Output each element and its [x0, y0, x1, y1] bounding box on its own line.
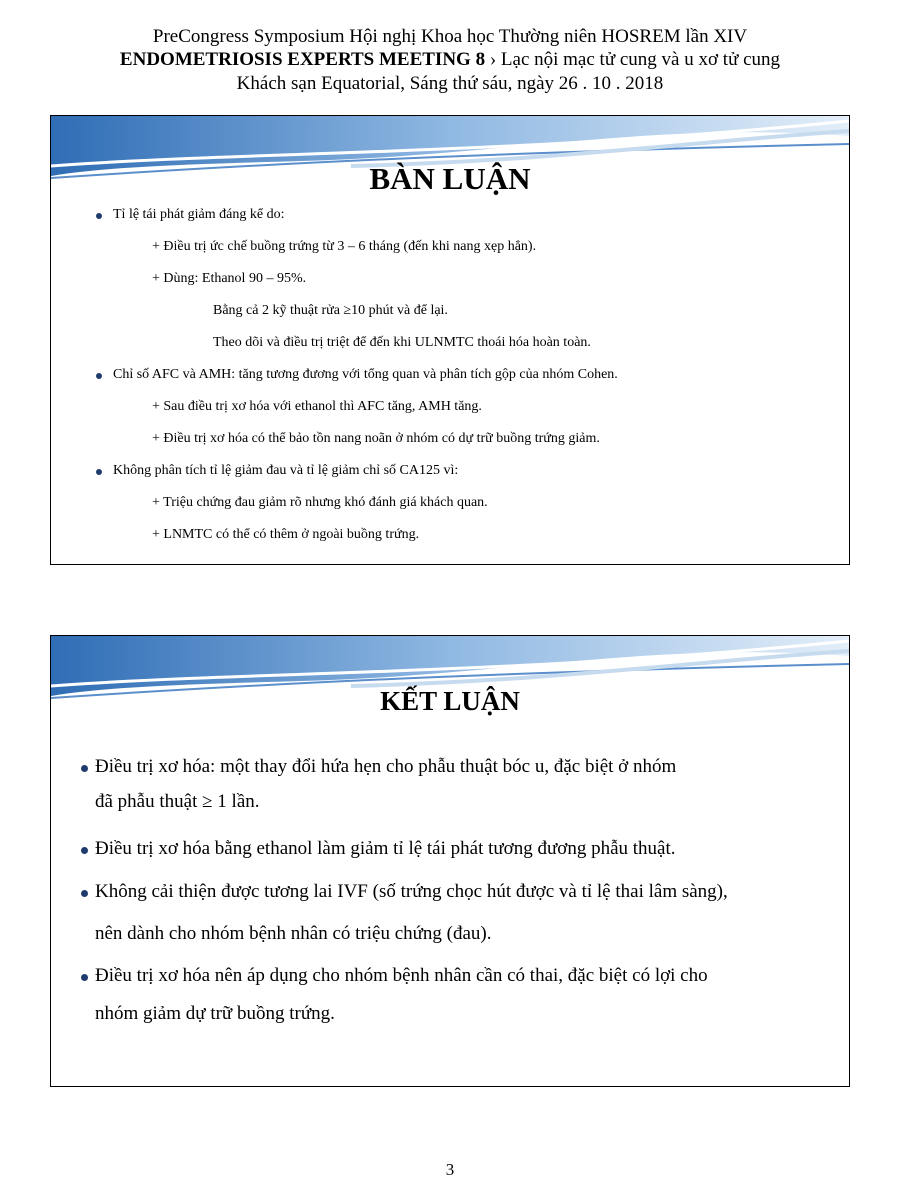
- list-item: nên dành cho nhóm bệnh nhân có triệu chứng (đau).: [95, 923, 492, 944]
- bullet-icon: [81, 974, 88, 981]
- bullet-icon: [81, 847, 88, 854]
- meeting-name: ENDOMETRIOSIS EXPERTS MEETING 8: [119, 49, 486, 70]
- slide-ban-luan: [50, 115, 850, 565]
- meeting-topic: › Lạc nội mạc tử cung và u xơ tử cung: [485, 49, 781, 70]
- header-line-1: PreCongress Symposium Hội nghị Khoa học Thường niên HOSREM lần XIV: [152, 26, 748, 47]
- list-item: Bằng cả 2 kỹ thuật rửa ≥10 phút và để lại.: [213, 303, 448, 318]
- list-item: + Điều trị ức chế buồng trứng từ 3 – 6 tháng (đến khi nang xẹp hẳn).: [152, 239, 537, 254]
- list-item: đã phẫu thuật ≥ 1 lần.: [95, 791, 260, 812]
- list-item: Không phân tích tỉ lệ giảm đau và tỉ lệ giảm chỉ số CA125 vì:: [113, 463, 459, 478]
- header-line-2: [0, 49, 900, 71]
- list-item: + Dùng: Ethanol 90 – 95%.: [152, 271, 307, 286]
- list-item: Điều trị xơ hóa bằng ethanol làm giảm tỉ lệ tái phát tương đương phẫu thuật.: [95, 838, 676, 859]
- bullet-icon: [96, 469, 102, 475]
- bullet-icon: [96, 373, 102, 379]
- list-item: Tỉ lệ tái phát giảm đáng kể do:: [113, 207, 285, 222]
- list-item: Điều trị xơ hóa: một thay đổi hứa hẹn cho phẫu thuật bóc u, đặc biệt ở nhóm: [95, 756, 677, 777]
- slide-ket-luan: [50, 635, 850, 1087]
- bullet-icon: [81, 765, 88, 772]
- list-item: nhóm giảm dự trữ buồng trứng.: [95, 1003, 335, 1024]
- list-item: + Triệu chứng đau giảm rõ nhưng khó đánh giá khách quan.: [152, 495, 488, 510]
- list-item: + LNMTC có thể có thêm ở ngoài buồng trứng.: [152, 527, 420, 542]
- list-item: Điều trị xơ hóa nên áp dụng cho nhóm bệnh nhân cần có thai, đặc biệt có lợi cho: [95, 965, 708, 986]
- list-item: + Điều trị xơ hóa có thể bảo tồn nang noãn ở nhóm có dự trữ buồng trứng giảm.: [152, 431, 600, 446]
- list-item: Chỉ số AFC và AMH: tăng tương đương với tổng quan và phân tích gộp của nhóm Cohen.: [113, 367, 618, 382]
- slide-title: BÀN LUẬN: [369, 161, 531, 196]
- bullet-icon: [81, 890, 88, 897]
- bullet-icon: [96, 213, 102, 219]
- list-item: Theo dõi và điều trị triệt để đến khi ULNMTC thoái hóa hoàn toàn.: [213, 335, 591, 350]
- list-item: + Sau điều trị xơ hóa với ethanol thì AFC tăng, AMH tăng.: [152, 399, 482, 414]
- header-line-3: Khách sạn Equatorial, Sáng thứ sáu, ngày 26 . 10 . 2018: [236, 73, 664, 94]
- list-item: Không cải thiện được tương lai IVF (số trứng chọc hút được và tỉ lệ thai lâm sàng),: [95, 881, 728, 902]
- slide-title: KẾT LUẬN: [380, 686, 520, 716]
- page-number: 3: [445, 1160, 455, 1179]
